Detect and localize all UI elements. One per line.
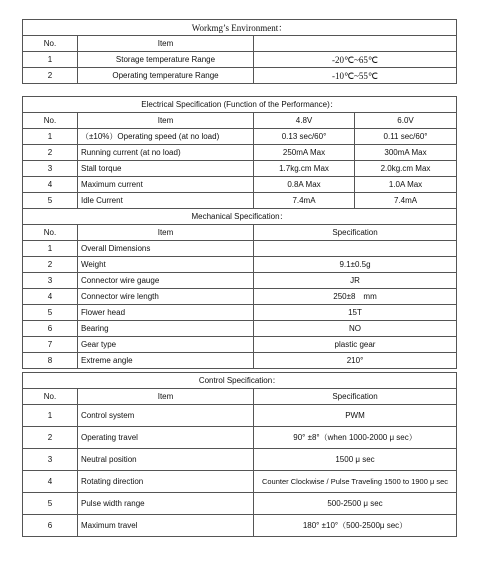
row-spec: 15T (254, 305, 457, 321)
row-value-6-0v: 2.0kg.cm Max (355, 161, 457, 177)
row-value-4-8v: 0.13 sec/60° (254, 129, 355, 145)
row-value-6-0v: 300mA Max (355, 145, 457, 161)
row-no: 4 (23, 177, 78, 193)
row-value-4-8v: 7.4mA (254, 193, 355, 209)
row-value-6-0v: 7.4mA (355, 193, 457, 209)
col-header-blank (254, 36, 457, 52)
row-spec: Counter Clockwise / Pulse Traveling 1500 to 1900 μ sec (254, 471, 457, 493)
col-header-specification: Specification (254, 225, 457, 241)
working-environment-table (22, 19, 457, 84)
table-row (23, 145, 457, 161)
col-header-item: Item (78, 225, 254, 241)
row-item: Flower head (78, 305, 254, 321)
table-row (23, 273, 457, 289)
table-row (23, 353, 457, 369)
table-row (23, 427, 457, 449)
row-no: 7 (23, 337, 78, 353)
table-row (23, 68, 457, 84)
control-specification-table (22, 372, 457, 537)
row-no: 5 (23, 305, 78, 321)
row-item: Operating travel (78, 427, 254, 449)
row-item: Storage temperature Range (78, 52, 254, 68)
row-spec: 250±8 mm (254, 289, 457, 305)
row-value-4-8v: 0.8A Max (254, 177, 355, 193)
row-item: Neutral position (78, 449, 254, 471)
row-value-6-0v: 0.11 sec/60° (355, 129, 457, 145)
col-header-6-0v: 6.0V (355, 113, 457, 129)
row-no: 2 (23, 257, 78, 273)
row-spec: 210° (254, 353, 457, 369)
row-spec: 9.1±0.5g (254, 257, 457, 273)
row-no: 5 (23, 193, 78, 209)
row-item: Bearing (78, 321, 254, 337)
control-title: Control Specification： (23, 373, 457, 389)
row-no: 5 (23, 493, 78, 515)
row-item: Overall Dimensions (78, 241, 254, 257)
table-row (23, 305, 457, 321)
table-row (23, 241, 457, 257)
row-item: Weight (78, 257, 254, 273)
row-no: 3 (23, 161, 78, 177)
row-item: Extreme angle (78, 353, 254, 369)
table-row (23, 493, 457, 515)
row-no: 2 (23, 145, 78, 161)
table-row (23, 161, 457, 177)
row-no: 8 (23, 353, 78, 369)
row-item: Maximum travel (78, 515, 254, 537)
row-item: Operating temperature Range (78, 68, 254, 84)
working-environment-title: Workmg’s Environment： (23, 20, 457, 36)
row-spec: JR (254, 273, 457, 289)
row-item: Gear type (78, 337, 254, 353)
col-header-item: Item (78, 36, 254, 52)
row-no: 1 (23, 405, 78, 427)
row-spec: PWM (254, 405, 457, 427)
table-row (23, 321, 457, 337)
row-spec: 500-2500 μ sec (254, 493, 457, 515)
table-row (23, 289, 457, 305)
electrical-title: Electrical Specification (Function of the Performance)： (23, 97, 457, 113)
row-value-4-8v: 1.7kg.cm Max (254, 161, 355, 177)
table-row (23, 449, 457, 471)
row-no: 3 (23, 449, 78, 471)
row-no: 3 (23, 273, 78, 289)
row-value-4-8v: 250mA Max (254, 145, 355, 161)
row-item: Stall torque (78, 161, 254, 177)
row-no: 1 (23, 129, 78, 145)
table-row (23, 515, 457, 537)
row-no: 2 (23, 68, 78, 84)
row-spec: 90° ±8°（when 1000-2000 μ sec） (254, 427, 457, 449)
table-row (23, 337, 457, 353)
row-spec (254, 241, 457, 257)
row-spec: 180° ±10°（500-2500μ sec） (254, 515, 457, 537)
table-row (23, 405, 457, 427)
row-item: （±10%）Operating speed (at no load) (78, 129, 254, 145)
col-header-no: No. (23, 36, 78, 52)
row-value: -10℃~55℃ (254, 68, 457, 84)
row-item: Connector wire gauge (78, 273, 254, 289)
row-no: 1 (23, 241, 78, 257)
row-item: Idle Current (78, 193, 254, 209)
row-no: 6 (23, 321, 78, 337)
col-header-4-8v: 4.8V (254, 113, 355, 129)
table-row (23, 257, 457, 273)
row-item: Maximum current (78, 177, 254, 193)
row-item: Pulse width range (78, 493, 254, 515)
row-no: 4 (23, 471, 78, 493)
row-item: Rotating direction (78, 471, 254, 493)
col-header-specification: Specification (254, 389, 457, 405)
col-header-no: No. (23, 113, 78, 129)
row-item: Running current (at no load) (78, 145, 254, 161)
row-no: 1 (23, 52, 78, 68)
table-row (23, 177, 457, 193)
row-no: 2 (23, 427, 78, 449)
col-header-item: Item (78, 113, 254, 129)
row-item: Control system (78, 405, 254, 427)
row-value: -20℃~65℃ (254, 52, 457, 68)
table-row (23, 129, 457, 145)
row-spec: NO (254, 321, 457, 337)
col-header-item: Item (78, 389, 254, 405)
row-spec: 1500 μ sec (254, 449, 457, 471)
table-row (23, 471, 457, 493)
electrical-mechanical-table (22, 96, 457, 369)
mechanical-title: Mechanical Specification： (23, 209, 457, 225)
col-header-no: No. (23, 225, 78, 241)
row-no: 6 (23, 515, 78, 537)
table-row (23, 193, 457, 209)
row-spec: plastic gear (254, 337, 457, 353)
row-value-6-0v: 1.0A Max (355, 177, 457, 193)
row-item: Connector wire length (78, 289, 254, 305)
table-row (23, 52, 457, 68)
col-header-no: No. (23, 389, 78, 405)
row-no: 4 (23, 289, 78, 305)
